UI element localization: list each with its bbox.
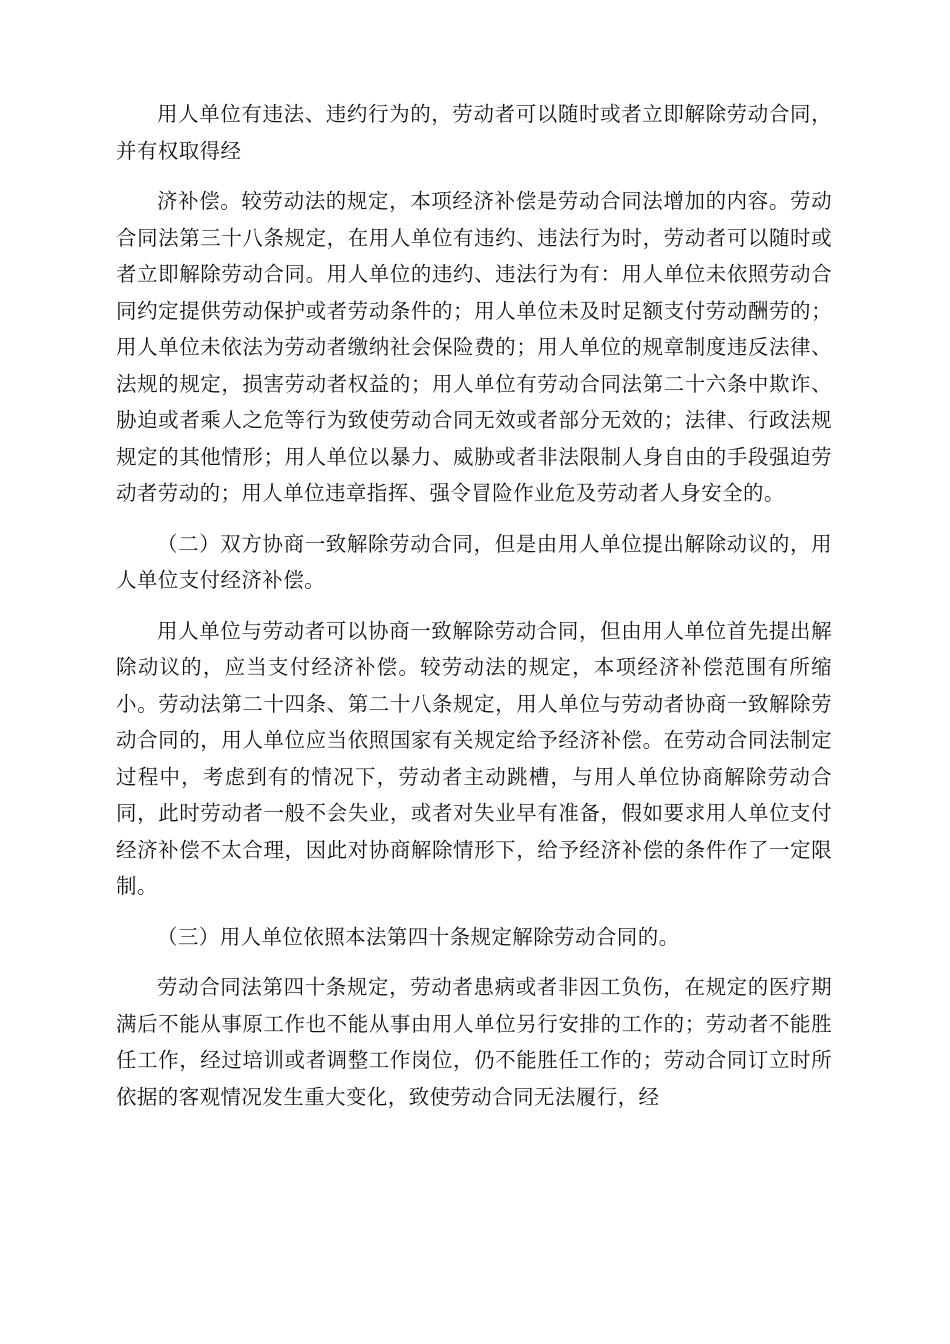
document-page: [116, 96, 832, 1129]
paragraph-1: 用人单位有违法、违约行为的，劳动者可以随时或者立即解除劳动合同，并有权取得经: [116, 102, 832, 163]
paragraph-6: 劳动合同法第四十条规定，劳动者患病或者非因工负伤，在规定的医疗期满后不能从事原工作也不能从事由用人单位另行安排的工作的；劳动者不能胜任工作，经过培训或者调整工作岗位，仍不能胜任工作的；劳动合同订立时所依据的客观情况发生重大变化，致使劳动合同无法履行，经: [116, 975, 832, 1109]
paragraph-4: 用人单位与劳动者可以协商一致解除劳动合同，但由用人单位首先提出解除动议的，应当支付经济补偿。较劳动法的规定，本项经济补偿范围有所缩小。劳动法第二十四条、第二十八条规定，用人单位与劳动者协商一致解除劳动合同的，用人单位应当依照国家有关规定给予经济补偿。在劳动合同法制定过程中，考虑到有的情况下，劳动者主动跳槽，与用人单位协商解除劳动合同，此时劳动者一般不会失业，或者对失业早有准备，假如要求用人单位支付经济补偿不太合理，因此对协商解除情形下，给予经济补偿的条件作了一定限制。: [116, 618, 832, 898]
paragraph-3-heading: （二）双方协商一致解除劳动合同，但是由用人单位提出解除动议的，用人单位支付经济补偿。: [116, 531, 832, 592]
paragraph-5-heading: （三）用人单位依照本法第四十条规定解除劳动合同的。: [157, 924, 680, 949]
paragraph-2: 济补偿。较劳动法的规定，本项经济补偿是劳动合同法增加的内容。劳动合同法第三十八条规定，在用人单位有违约、违法行为时，劳动者可以随时或者立即解除劳动合同。用人单位的违约、违法行为有：用人单位未依照劳动合同约定提供劳动保护或者劳动条件的；用人单位未及时足额支付劳动酬劳的；用人单位未依法为劳动者缴纳社会保险费的；用人单位的规章制度违反法律、法规的规定，损害劳动者权益的；用人单位有劳动合同法第二十六条中欺诈、胁迫或者乘人之危等行为致使劳动合同无效或者部分无效的；法律、行政法规规定的其他情形；用人单位以暴力、威胁或者非法限制人身自由的手段强迫劳动者劳动的；用人单位违章指挥、强令冒险作业危及劳动者人身安全的。: [116, 189, 832, 505]
